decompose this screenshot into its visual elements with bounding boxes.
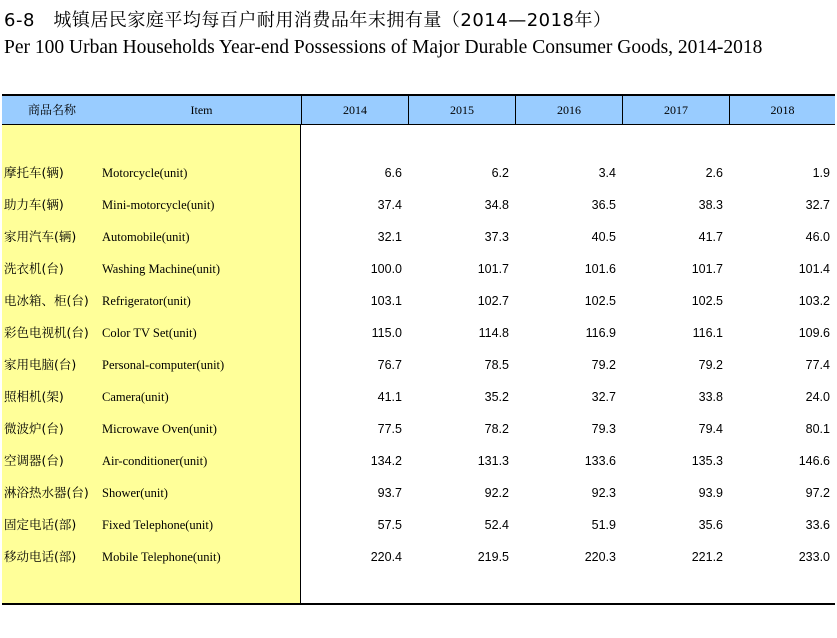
row-value-2018: 24.0	[805, 390, 830, 404]
row-value-2016: 92.3	[591, 486, 616, 500]
row-value-2018: 109.6	[798, 326, 830, 340]
row-item-zh: 助力车(辆)	[4, 197, 64, 212]
table-row	[2, 381, 835, 413]
row-item-zh: 摩托车(辆)	[4, 165, 64, 180]
row-value-2015: 78.5	[484, 358, 509, 372]
row-value-2015: 131.3	[477, 454, 509, 468]
row-value-2015: 101.7	[477, 262, 509, 276]
row-item-en: Personal-computer(unit)	[102, 358, 225, 372]
table-row	[2, 221, 835, 253]
row-value-2016: 79.3	[591, 422, 616, 436]
row-value-2018: 33.6	[805, 518, 830, 532]
table-bottom-rule	[2, 603, 835, 605]
header-year-2014: 2014	[302, 96, 409, 124]
row-value-2015: 92.2	[484, 486, 509, 500]
header-year-2018: 2018	[770, 103, 795, 117]
row-value-2015: 34.8	[484, 198, 509, 212]
table-row	[2, 189, 835, 221]
table-row	[2, 541, 835, 573]
row-value-2017: 116.1	[692, 326, 723, 340]
row-value-2014: 76.7	[377, 358, 402, 372]
row-value-2015: 37.3	[484, 230, 509, 244]
table-row	[2, 285, 835, 317]
table-row	[2, 349, 835, 381]
row-value-2017: 2.6	[705, 166, 723, 180]
durable-goods-table	[2, 94, 835, 606]
row-value-2014: 77.5	[377, 422, 402, 436]
title-chinese: 6-8 城镇居民家庭平均每百户耐用消费品年末拥有量（2014—2018年）	[4, 10, 612, 31]
row-value-2017: 93.9	[698, 486, 723, 500]
row-value-2017: 41.7	[698, 230, 723, 244]
header-item-zh: 商品名称	[27, 103, 76, 117]
row-value-2014: 37.4	[377, 198, 402, 212]
row-value-2017: 33.8	[698, 390, 723, 404]
row-item-zh: 淋浴热水器(台)	[4, 485, 89, 500]
row-value-2017: 79.4	[698, 422, 723, 436]
row-item-en: Washing Machine(unit)	[102, 262, 221, 276]
row-value-2014: 100.0	[370, 262, 402, 276]
row-value-2018: 233.0	[798, 550, 830, 564]
row-item-zh: 洗衣机(台)	[4, 261, 64, 276]
row-value-2018: 103.2	[798, 294, 830, 308]
row-value-2018: 32.7	[805, 198, 830, 212]
row-value-2015: 114.8	[478, 326, 509, 340]
row-item-zh: 空调器(台)	[4, 453, 64, 468]
row-value-2015: 219.5	[477, 550, 509, 564]
table-row	[2, 253, 835, 285]
row-value-2016: 133.6	[584, 454, 616, 468]
row-value-2015: 78.2	[484, 422, 509, 436]
row-value-2016: 40.5	[591, 230, 616, 244]
table-row	[2, 317, 835, 349]
table-row	[2, 157, 835, 189]
row-value-2015: 102.7	[477, 294, 509, 308]
header-year-2016: 2016	[516, 96, 623, 124]
row-value-2018: 77.4	[805, 358, 830, 372]
row-value-2016: 101.6	[584, 262, 616, 276]
row-item-zh: 电冰箱、柜(台)	[4, 293, 89, 308]
row-value-2018: 101.4	[798, 262, 830, 276]
row-item-zh: 固定电话(部)	[4, 517, 77, 532]
row-item-zh: 照相机(架)	[4, 389, 64, 404]
row-value-2017: 135.3	[691, 454, 723, 468]
row-value-2018: 97.2	[805, 486, 830, 500]
header-item-en: Item	[102, 96, 302, 124]
row-value-2014: 115.0	[371, 326, 402, 340]
table-row	[2, 413, 835, 445]
row-value-2014: 41.1	[377, 390, 402, 404]
row-value-2016: 116.9	[585, 326, 616, 340]
row-item-en: Shower(unit)	[102, 486, 168, 500]
row-value-2015: 52.4	[484, 518, 509, 532]
row-value-2016: 102.5	[584, 294, 616, 308]
row-item-en: Mini-motorcycle(unit)	[102, 198, 215, 212]
row-value-2016: 51.9	[591, 518, 616, 532]
row-item-en: Mobile Telephone(unit)	[102, 550, 221, 564]
row-value-2016: 220.3	[584, 550, 616, 564]
table-row	[2, 477, 835, 509]
row-value-2014: 134.2	[370, 454, 402, 468]
row-value-2017: 35.6	[698, 518, 723, 532]
row-value-2014: 220.4	[370, 550, 402, 564]
row-value-2015: 6.2	[491, 166, 509, 180]
row-value-2018: 80.1	[805, 422, 830, 436]
table-header-row	[2, 96, 835, 125]
table-row	[2, 509, 835, 541]
row-value-2018: 146.6	[798, 454, 830, 468]
row-value-2015: 35.2	[484, 390, 509, 404]
header-year-2015: 2015	[409, 96, 516, 124]
row-value-2018: 46.0	[805, 230, 830, 244]
row-value-2014: 93.7	[377, 486, 402, 500]
row-item-zh: 家用汽车(辆)	[4, 229, 77, 244]
row-value-2017: 38.3	[698, 198, 723, 212]
row-item-zh: 微波炉(台)	[4, 421, 64, 436]
row-item-en: Camera(unit)	[102, 390, 169, 404]
row-value-2017: 101.7	[691, 262, 723, 276]
row-item-zh: 彩色电视机(台)	[4, 325, 89, 340]
row-value-2016: 36.5	[591, 198, 616, 212]
row-item-en: Air-conditioner(unit)	[102, 454, 208, 468]
row-item-en: Motorcycle(unit)	[102, 166, 188, 180]
header-year-2017: 2017	[623, 96, 730, 124]
row-value-2018: 1.9	[812, 166, 830, 180]
row-item-en: Microwave Oven(unit)	[102, 422, 217, 436]
row-value-2016: 32.7	[591, 390, 616, 404]
row-value-2017: 221.2	[691, 550, 723, 564]
row-value-2014: 32.1	[377, 230, 402, 244]
title-english: Per 100 Urban Households Year-end Possessions of Major Durable Consumer Goods, 2014-2018	[4, 37, 763, 58]
row-value-2016: 79.2	[591, 358, 616, 372]
row-value-2014: 103.1	[370, 294, 402, 308]
row-value-2014: 57.5	[377, 518, 402, 532]
row-item-en: Refrigerator(unit)	[102, 294, 191, 308]
table-row	[2, 445, 835, 477]
row-value-2017: 102.5	[691, 294, 723, 308]
row-item-en: Color TV Set(unit)	[102, 326, 197, 340]
row-item-zh: 家用电脑(台)	[4, 357, 77, 372]
row-item-en: Automobile(unit)	[102, 230, 190, 244]
row-value-2016: 3.4	[598, 166, 616, 180]
row-item-zh: 移动电话(部)	[4, 549, 77, 564]
row-item-en: Fixed Telephone(unit)	[102, 518, 214, 532]
row-value-2017: 79.2	[698, 358, 723, 372]
row-value-2014: 6.6	[384, 166, 402, 180]
